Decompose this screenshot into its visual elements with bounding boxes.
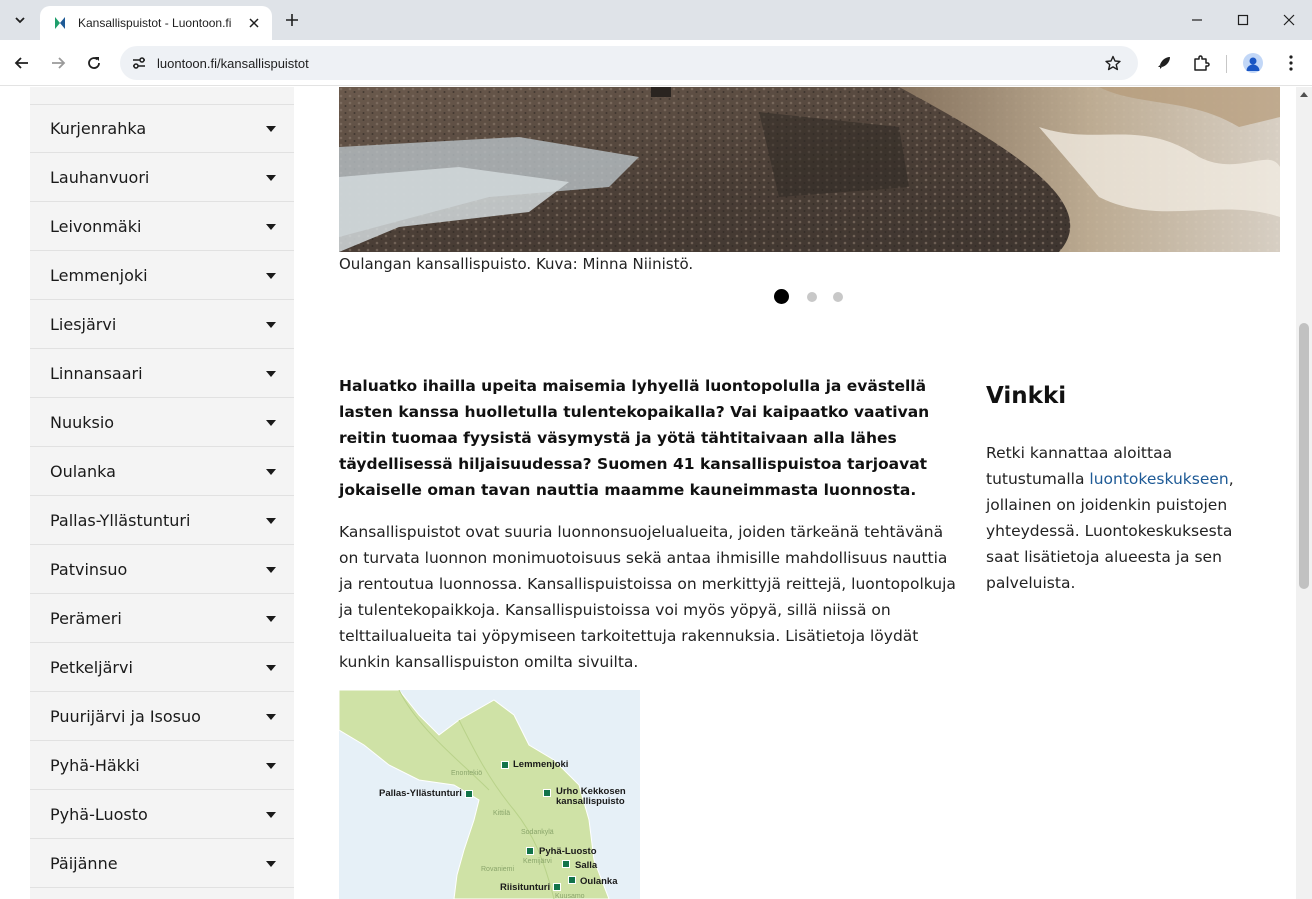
park-list-sidebar	[30, 87, 294, 899]
park-marker[interactable]	[465, 790, 473, 798]
carousel-pagination	[774, 289, 859, 304]
sidebar-item[interactable]	[30, 105, 294, 153]
sidebar-item[interactable]	[30, 448, 294, 496]
scrollbar-thumb[interactable]	[1299, 323, 1309, 589]
carousel-dot[interactable]	[807, 292, 817, 302]
sidebar-item-label: Lemmenjoki	[50, 266, 148, 285]
park-label: Pallas-Yllästunturi	[379, 788, 462, 799]
page-scrollbar[interactable]	[1296, 87, 1312, 899]
tune-icon	[131, 55, 147, 71]
sidebar-item[interactable]	[30, 693, 294, 741]
sidebar-item-label: Linnansaari	[50, 364, 143, 383]
map-town: Kittilä	[493, 810, 511, 817]
sidebar-item[interactable]	[30, 301, 294, 349]
park-marker[interactable]	[562, 860, 570, 868]
profile-button[interactable]	[1240, 50, 1266, 76]
sidebar-item-label: Nuuksio	[50, 413, 115, 432]
park-marker[interactable]	[553, 883, 561, 891]
caret-down-icon	[266, 763, 276, 769]
caret-down-icon	[266, 714, 276, 720]
caret-down-icon	[266, 567, 276, 573]
sidebar-item[interactable]	[30, 497, 294, 545]
caret-down-icon	[266, 175, 276, 181]
park-marker[interactable]	[568, 876, 576, 884]
star-icon	[1105, 55, 1121, 71]
tip-text	[986, 440, 1266, 596]
tip-heading: Vinkki	[986, 383, 1067, 409]
caret-down-icon	[266, 469, 276, 475]
url-text[interactable]: luontoon.fi/kansallispuistot	[157, 55, 309, 71]
tab-close-button[interactable]	[246, 15, 262, 31]
carousel-dot[interactable]	[833, 292, 843, 302]
sidebar-item-label: Perämeri	[50, 609, 122, 628]
caret-down-icon	[266, 518, 276, 524]
caret-down-icon	[266, 420, 276, 426]
address-bar[interactable]	[120, 46, 1138, 80]
lead-paragraph: Haluatko ihailla upeita maisemia lyhyellä luontopolulla ja evästellä lasten kanssa huolletulla tulentekopaikalla? Vai kaipaatko vaativan reitin tuomaa fyysistä väsymystä ja yötä tähtitaivaan alla lähes täydellisessä hiljaisuudessa? Suomen 41 kansallispuistoa tarjoavat jokaiselle oman tavan nauttia maamme kauneimmasta luonnosta.	[339, 377, 930, 499]
page-viewport	[0, 87, 1296, 899]
window-close-button[interactable]	[1266, 0, 1312, 40]
browser-tab[interactable]	[40, 6, 272, 40]
sidebar-item-label: Lauhanvuori	[50, 168, 150, 187]
sidebar-item-label: Pyhä-Häkki	[50, 756, 140, 775]
plus-icon	[285, 13, 299, 27]
sidebar-item[interactable]	[30, 203, 294, 251]
more-vert-icon	[1289, 55, 1293, 71]
arrow-left-icon	[14, 55, 30, 71]
nature-centre-link[interactable]: luontokeskukseen	[1089, 470, 1229, 488]
map-town: Enontekiö	[451, 770, 483, 777]
sidebar-item[interactable]	[30, 546, 294, 594]
extensions-menu-button[interactable]	[1188, 50, 1214, 76]
caret-down-icon	[266, 273, 276, 279]
carousel-photo	[339, 87, 1280, 252]
rocket-icon	[1156, 55, 1172, 71]
minimize-button[interactable]	[1174, 0, 1220, 40]
park-marker[interactable]	[543, 789, 551, 797]
map-town: Kuusamo	[555, 893, 585, 899]
map-town: Kemijärvi	[523, 858, 552, 865]
sidebar-item[interactable]	[30, 840, 294, 888]
browser-tab-strip	[0, 0, 1312, 40]
puzzle-icon	[1192, 54, 1210, 72]
maximize-button[interactable]	[1220, 0, 1266, 40]
minimize-icon	[1191, 14, 1203, 26]
park-label: Lemmenjoki	[513, 759, 569, 770]
body-paragraph: Kansallispuistot ovat suuria luonnonsuojelualueita, joiden tärkeänä tehtävänä on turvata luonnon monimuotoisuus sekä antaa ihmisille mahdollisuus nauttia ja rentoutua luonnossa. Kansallispuistoissa on merkittyjä reittejä, luontopolkuja ja tulentekopaikkoja. Kansallispuistoissa voi myös yöpyä, sillä niissä on telttailualueita tai yöpymiseen tarkoitettuja rakennuksia. Lisätietoja löydät kunkin kansallispuiston omilta sivuilta.	[339, 523, 956, 671]
tab-search-button[interactable]	[8, 8, 32, 32]
caret-down-icon	[266, 812, 276, 818]
park-label: Oulanka	[580, 876, 618, 887]
close-icon	[249, 18, 259, 28]
sidebar-item-label: Liesjärvi	[50, 315, 117, 334]
rapids-photo	[339, 87, 1280, 252]
sidebar-item-label: Pallas-Yllästunturi	[50, 511, 191, 530]
arrow-right-icon	[50, 55, 66, 71]
site-info-button[interactable]	[124, 48, 154, 78]
bookmark-button[interactable]	[1098, 48, 1128, 78]
avatar	[1243, 53, 1263, 73]
luontoon-favicon-icon	[52, 15, 68, 31]
park-label: Salla	[575, 860, 598, 871]
sidebar-item-label: Pyhä-Luosto	[50, 805, 148, 824]
browser-toolbar	[0, 40, 1312, 86]
sidebar-item[interactable]	[30, 154, 294, 202]
browser-menu-button[interactable]	[1278, 50, 1304, 76]
sidebar-item[interactable]	[30, 791, 294, 839]
park-marker[interactable]	[526, 847, 534, 855]
sidebar-item[interactable]	[30, 742, 294, 790]
person-icon	[1243, 53, 1263, 73]
sidebar-item-label: Patvinsuo	[50, 560, 128, 579]
chevron-down-icon	[14, 14, 26, 26]
carousel-caption: Oulangan kansallispuisto. Kuva: Minna Niinistö.	[339, 255, 694, 273]
reload-button[interactable]	[81, 50, 107, 76]
sidebar-item[interactable]	[30, 595, 294, 643]
caret-down-icon	[266, 616, 276, 622]
toolbar-separator	[1226, 55, 1227, 73]
map-town: Sodankylä	[521, 829, 554, 836]
scroll-up-arrow-icon[interactable]	[1300, 91, 1308, 97]
tip-text-start: Retki kannattaa aloittaa tutustumalla	[986, 444, 1173, 488]
sidebar-item-label: Petkeljärvi	[50, 658, 133, 677]
sidebar-item[interactable]	[30, 644, 294, 692]
sidebar-item-label: Puurijärvi ja Isosuo	[50, 707, 201, 726]
maximize-icon	[1237, 14, 1249, 26]
tab-title: Kansallispuistot - Luontoon.fi	[78, 16, 232, 30]
caret-down-icon	[266, 322, 276, 328]
caret-down-icon	[266, 665, 276, 671]
sidebar-item[interactable]	[30, 252, 294, 300]
caret-down-icon	[266, 861, 276, 867]
tip-text-end: , jollainen on joidenkin puistojen yhteydessä. Luontokeskuksesta saat lisätietoja alueesta ja sen palveluista.	[986, 470, 1234, 592]
sidebar-item[interactable]	[30, 399, 294, 447]
national-parks-map[interactable]	[339, 690, 640, 899]
sidebar-item-label: Oulanka	[50, 462, 116, 481]
park-label: Riisitunturi	[500, 882, 551, 893]
reload-icon	[86, 55, 102, 71]
back-button[interactable]	[9, 50, 35, 76]
park-marker[interactable]	[501, 761, 509, 769]
caret-down-icon	[266, 126, 276, 132]
sidebar-item-label: Päijänne	[50, 854, 118, 873]
sidebar-item-label: Leivonmäki	[50, 217, 142, 236]
sidebar-item-label: Kurjenrahka	[50, 119, 147, 138]
carousel-dot-active[interactable]	[774, 289, 789, 304]
forward-button[interactable]	[45, 50, 71, 76]
map-town: Rovaniemi	[481, 866, 515, 873]
sidebar-item[interactable]	[30, 350, 294, 398]
close-icon	[1283, 14, 1295, 26]
caret-down-icon	[266, 371, 276, 377]
caret-down-icon	[266, 224, 276, 230]
extension-button[interactable]	[1151, 50, 1177, 76]
park-label: Urho Kekkosen kansallispuisto	[556, 786, 626, 807]
new-tab-button[interactable]	[282, 10, 302, 30]
park-label: Pyhä-Luosto	[539, 846, 597, 857]
